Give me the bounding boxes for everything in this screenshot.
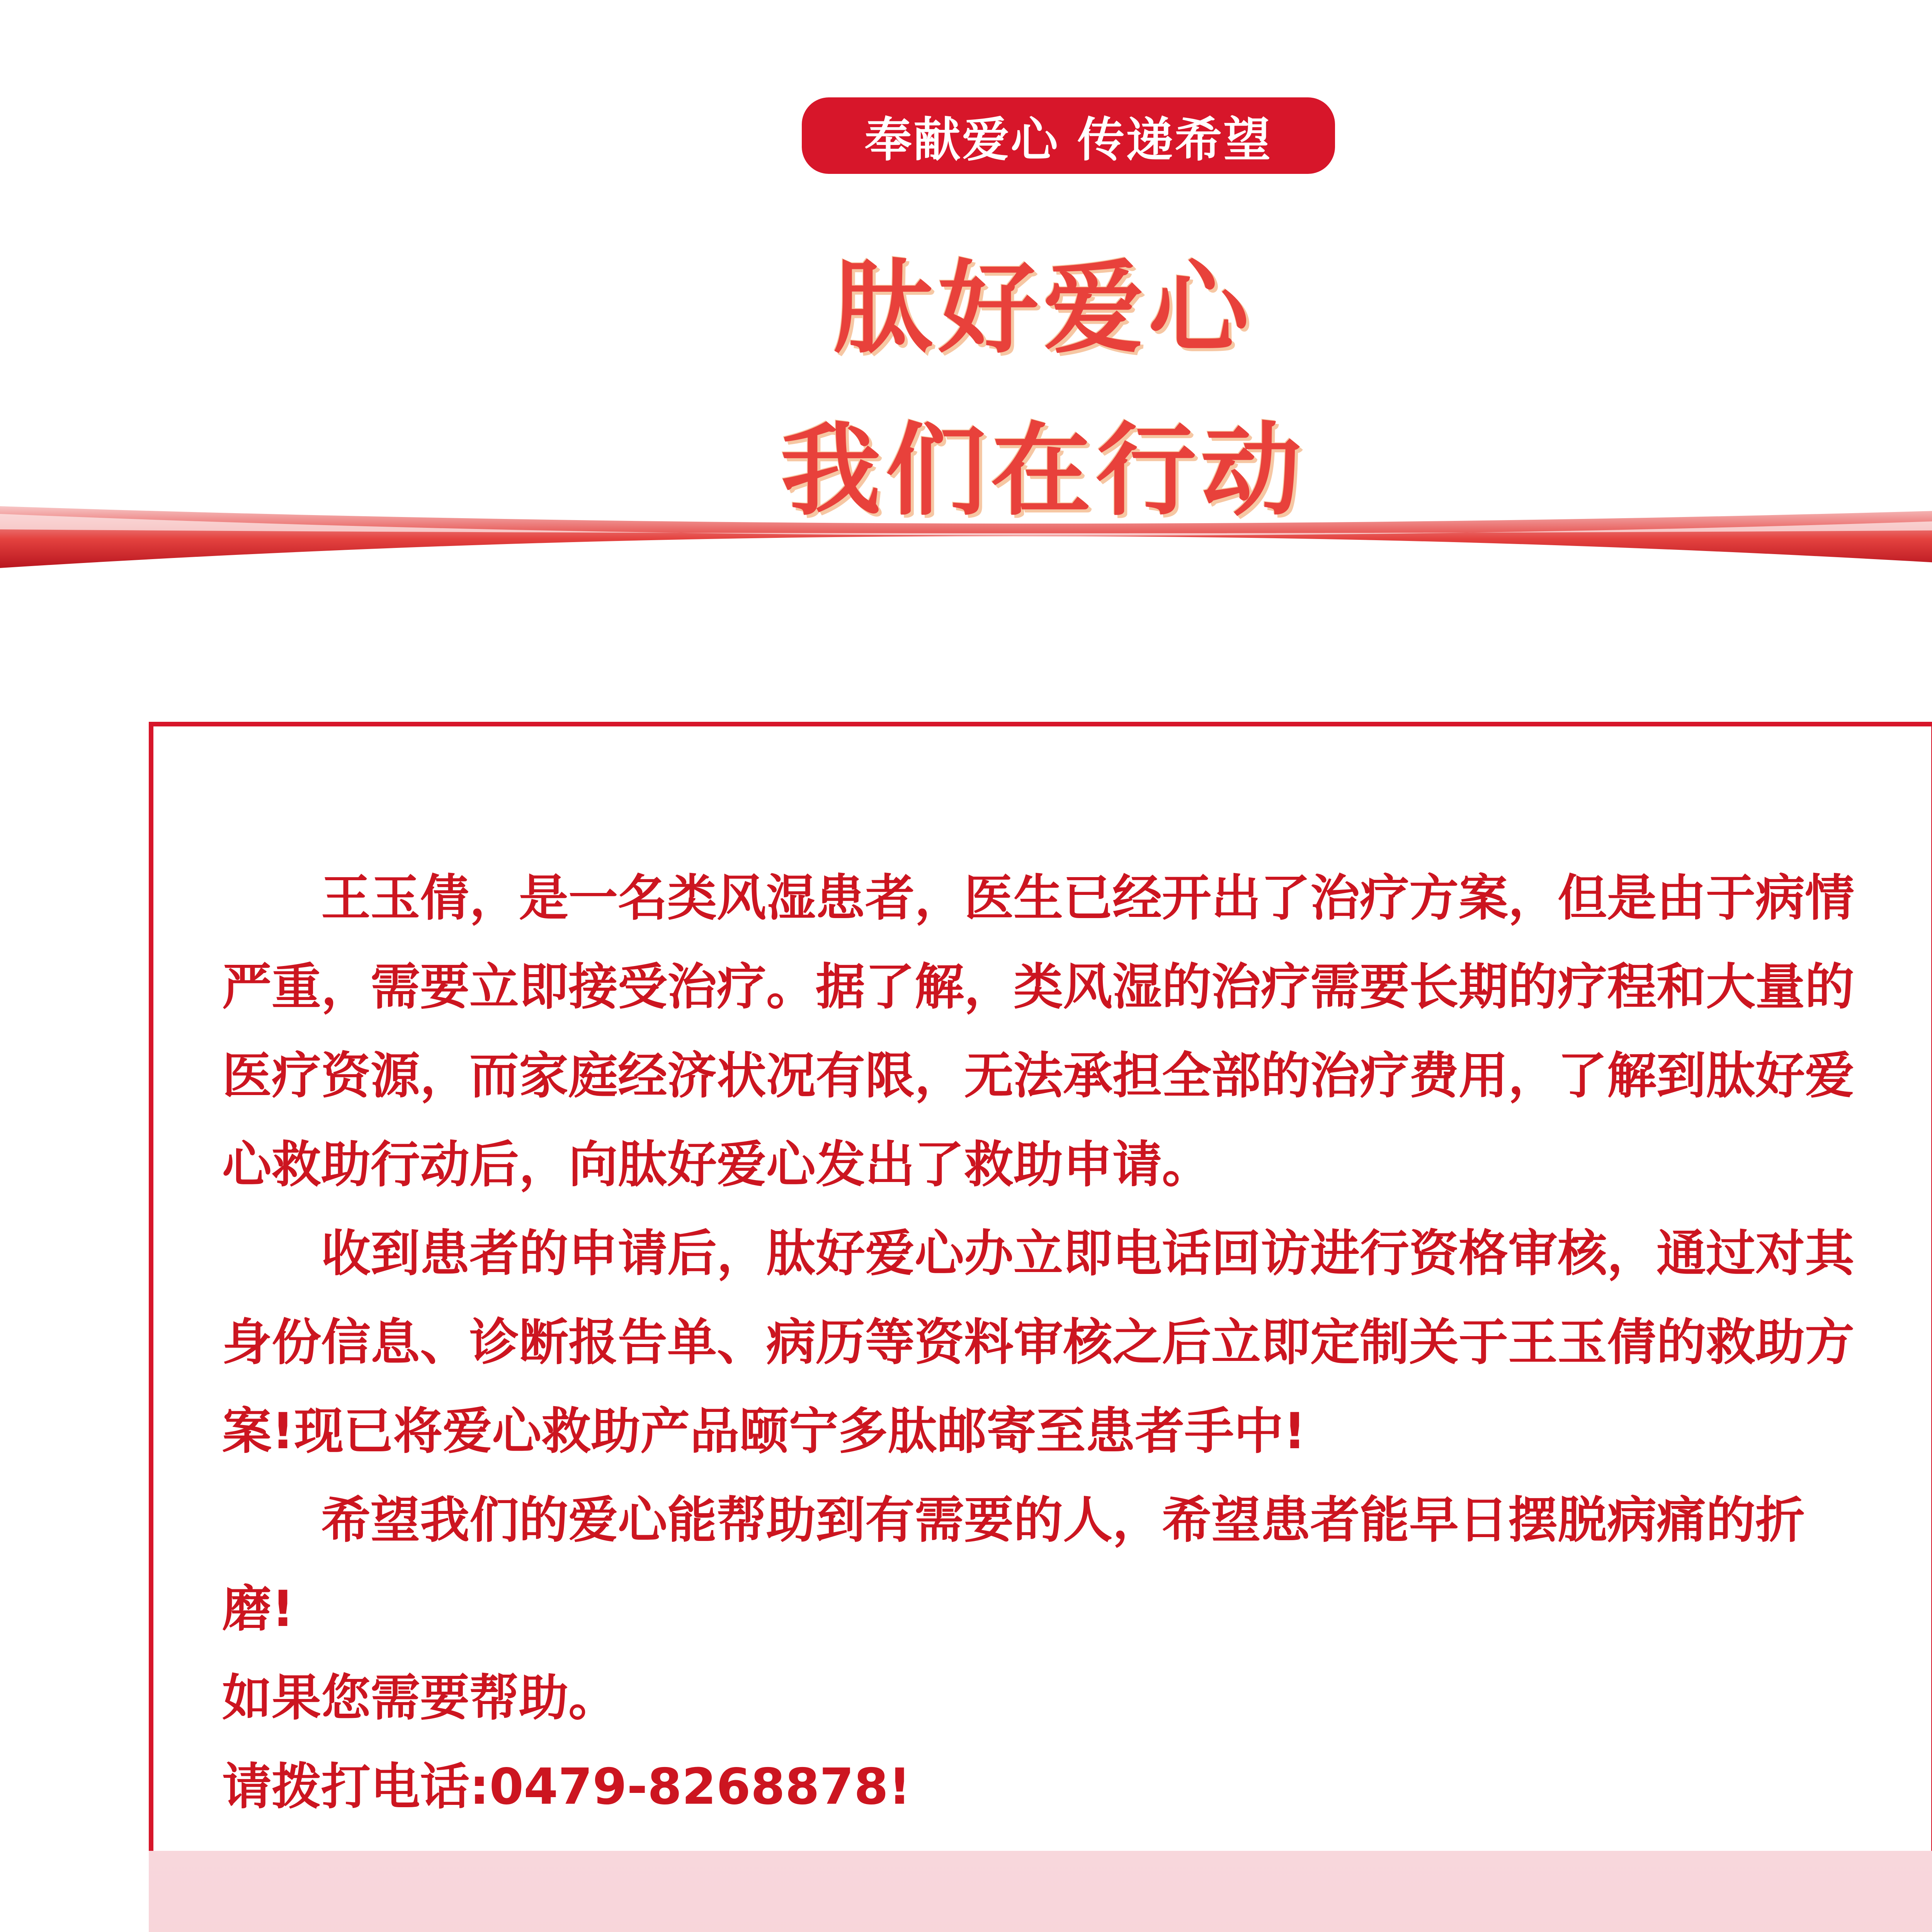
story-help-line: 如果您需要帮助。 [222, 1669, 618, 1727]
header-arc-decoration [0, 479, 1932, 607]
story-paragraph: 希望我们的爱心能帮助到有需要的人，希望患者能早日摆脱病痛的折磨! [222, 1492, 1805, 1638]
charity-banner [149, 1851, 1932, 1932]
page-subtitle: 我们在行动 [781, 413, 1306, 529]
tagline-badge: 奉献爱心 传递希望 [802, 97, 1335, 174]
story-paragraph: 王玉倩，是一名类风湿患者，医生已经开出了治疗方案，但是由于病情严重，需要立即接受治疗。据了解，类风湿的治疗需要长期的疗程和大量的医疗资源，而家庭经济状况有限，无法承担全部的治疗费用，了解到肽好爱心救助行动后，向肽好爱心发出了救助申请。 [222, 869, 1855, 1194]
story-text [222, 854, 1864, 1832]
story-phone-line: 请拨打电话:0479-8268878! [222, 1758, 911, 1816]
page-title: 肽好爱心 [833, 250, 1253, 367]
story-paragraph: 收到患者的申请后，肽好爱心办立即电话回访进行资格审核，通过对其身份信息、诊断报告单、病历等资料审核之后立即定制关于王玉倩的救助方案!现已将爱心救助产品颐宁多肽邮寄至患者手中! [222, 1225, 1855, 1460]
